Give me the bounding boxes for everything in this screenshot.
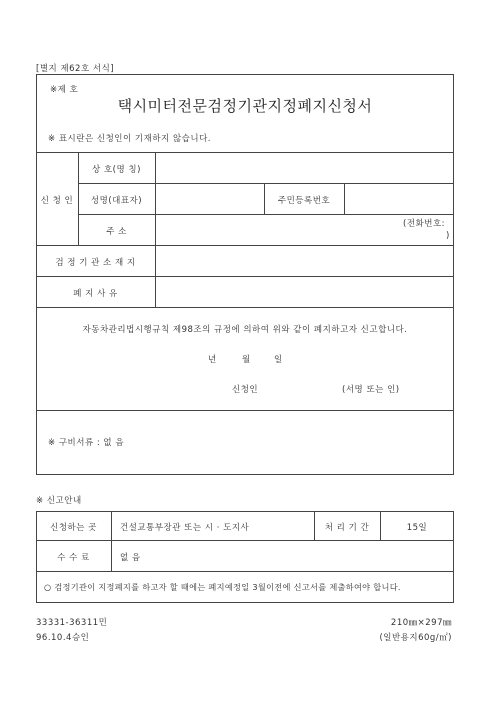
note-text: ※ 표시란은 신청인이 기재하지 않습니다. (48, 134, 212, 144)
date-month: 월 (242, 355, 251, 365)
date-year: 년 (208, 355, 217, 365)
paper-size: 210㎜×297㎜ (390, 618, 452, 628)
form-title: 택시미터전문검정기관지정폐지신청서 (117, 97, 373, 115)
phone-close: ) (446, 231, 450, 241)
submit-to-label: 신청하는 곳 (50, 523, 97, 533)
fee-value: 없 음 (120, 553, 141, 563)
form-tag: [별지 제62호 서식] (36, 64, 115, 74)
attachments-text: ※ 구비서류 : 없 음 (48, 438, 125, 448)
representative-field[interactable] (156, 184, 263, 213)
agency-location-label: 검 정 기 관 소 재 지 (55, 258, 136, 268)
form-code: 33331-36311민 (36, 618, 108, 628)
processing-period-label: 처 리 기 간 (324, 523, 370, 533)
fee-label: 수 수 료 (57, 553, 90, 563)
guide-heading: ※ 신고안내 (36, 496, 82, 506)
approval-date: 96.10.4승인 (36, 633, 90, 643)
trade-name-label: 상 호(명 칭) (92, 165, 141, 175)
address-label: 주 소 (106, 227, 127, 237)
declaration-text: 자동차관리법시행규칙 제98조의 규정에 의하여 위와 같이 폐지하고자 신고합니다. (82, 325, 408, 335)
phone-label: (전화번호: (403, 219, 446, 229)
submit-to-value: 건설교통부장관 또는 시 · 도지사 (120, 523, 250, 533)
receipt-number: ※제 호 (50, 85, 79, 95)
resident-number-label: 주민등록번호 (277, 196, 331, 206)
address-field[interactable] (156, 215, 396, 244)
closure-reason-label: 폐 지 사 유 (73, 289, 118, 299)
signature-hint: (서명 또는 인) (342, 385, 400, 395)
applicant-label: 신 청 인 (40, 196, 74, 206)
trade-name-field[interactable] (156, 153, 453, 182)
processing-period-value: 15일 (406, 523, 428, 533)
date-day: 일 (274, 355, 283, 365)
guide-notice: ○ 검정기관이 지정폐지를 하고자 할 때에는 폐지예정일 3월이전에 신고서를 제출하여야 합니다. (44, 582, 401, 592)
agency-location-field[interactable] (156, 246, 453, 275)
closure-reason-field[interactable] (156, 277, 453, 306)
representative-label: 성명(대표자) (90, 196, 143, 206)
paper-type: (일반용지60g/㎡) (379, 633, 452, 643)
resident-number-field[interactable] (345, 184, 453, 213)
signer-label: 신청인 (232, 385, 259, 395)
